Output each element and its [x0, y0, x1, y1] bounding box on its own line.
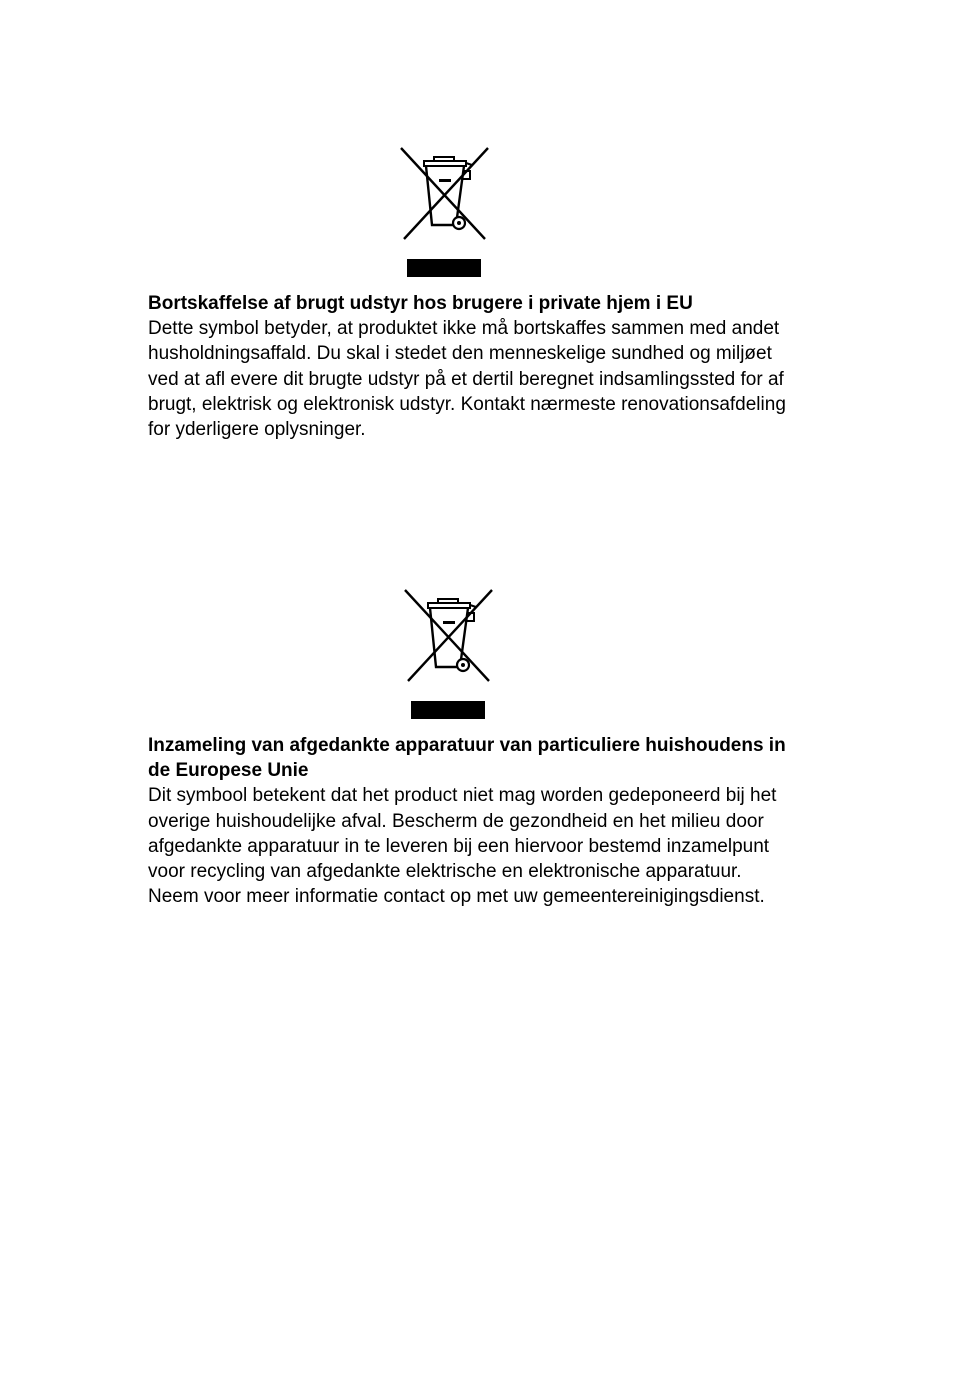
notice-body: Dit symbool betekent dat het product niet mag worden gedeponeerd bij het overige huishoudelijke afval. Bescherm de gezondheid en het milieu door afgedankte apparatuur in te leveren bij een hiervoor bestemd inzamelpunt voor recycling van afgedankte elektrische en elektronische apparatuur. Neem voor meer informatie contact op met uw gemeentereinigingsdienst. [148, 785, 777, 908]
weee-crossed-bin-icon [403, 589, 493, 719]
weee-notice-dutch [148, 733, 788, 909]
weee-notice-danish [148, 291, 788, 442]
notice-heading: Bortskaffelse af brugt udstyr hos brugere i private hjem i EU [148, 293, 693, 314]
weee-crossed-bin-icon [399, 147, 489, 277]
notice-body: Dette symbol betyder, at produktet ikke må bortskaffes sammen med andet husholdningsaffald. Du skal i stedet den menneskelige sundhed og miljøet ved at afl evere dit brugte udstyr på et dertil beregnet indsamlingssted for af brugt, elektrisk og elektronisk udstyr. Kontakt nærmeste renovationsafdeling for yderligere oplysninger. [148, 318, 786, 441]
notice-heading: Inzameling van afgedankte apparatuur van particuliere huishoudens in de Europese Unie [148, 735, 786, 782]
